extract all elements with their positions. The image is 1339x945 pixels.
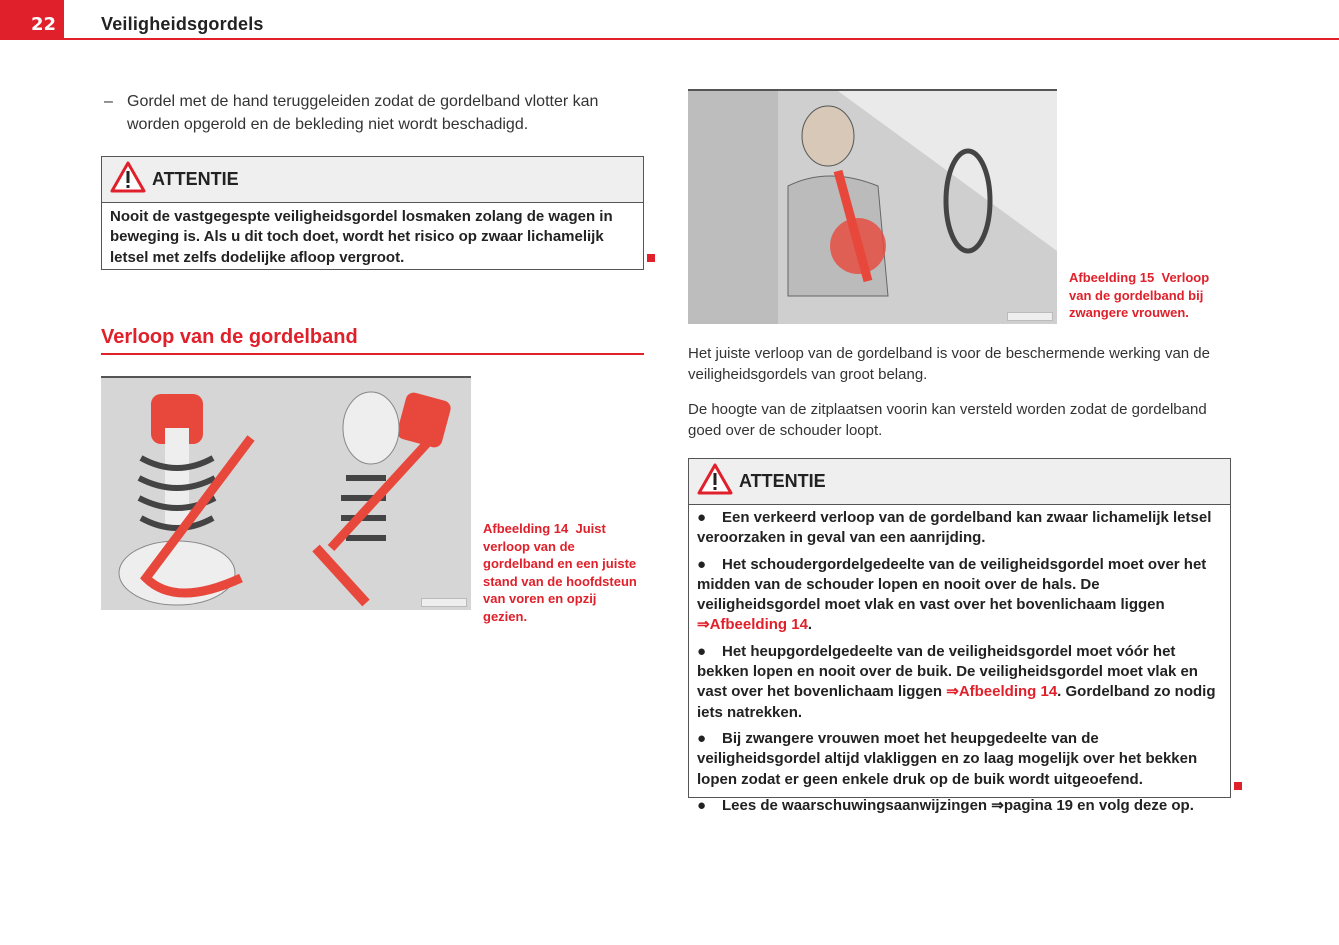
caption-text: Juist verloop van de gordelband en een juiste stand van de hoofdsteun van voren en opzij gezien.: [483, 521, 637, 624]
page-number: 22: [0, 0, 64, 40]
caption-label: Afbeelding 14: [483, 521, 569, 536]
warning-item: ● Een verkeerd verloop van de gordelband kan zwaar lichamelijk letsel veroorzaken in geval van een aanrijding.: [697, 509, 1212, 547]
caption-text: Verloop van de gordelband bij zwangere vrouwen.: [1069, 270, 1210, 320]
dash-bullet: –: [104, 93, 113, 110]
warning-text: Nooit de vastgegespte veiligheidsgordel losmaken zolang de wagen in beweging is. Als u dit toch doet, wordt het risico op zwaar lichamelijk letsel met zelfs dodelijke afloop vergroot.: [110, 208, 613, 266]
section-title: Verloop van de gordelband: [101, 326, 644, 355]
figure-14-caption: [483, 520, 643, 625]
paragraph: De hoogte van de zitplaatsen voorin kan versteld worden zodat de gordelband goed over de schouder loopt.: [688, 401, 1207, 439]
intro-text: Gordel met de hand teruggeleiden zodat de gordelband vlotter kan worden opgerold en de bekleding niet wordt beschadigd.: [127, 93, 599, 133]
warning-item: ● Het schoudergordelgedeelte van de veiligheidsgordel moet over het midden van de schouder lopen en nooit over de hals. De veiligheidsgordel moet vlak en vast over het bovenlichaam liggen ⇒Afbeelding 14.: [697, 555, 1207, 634]
warning-box: [688, 458, 1231, 814]
warning-box: [101, 156, 644, 270]
chapter-title: Veiligheidsgordels: [101, 14, 264, 34]
end-marker: [1234, 782, 1242, 790]
figure-link[interactable]: ⇒Afbeelding 14: [697, 616, 808, 634]
figure-link[interactable]: ⇒Afbeelding 14: [946, 683, 1058, 701]
warning-title: ATTENTIE: [739, 471, 826, 491]
caption-label: Afbeelding 15: [1069, 270, 1155, 285]
paragraph: Het juiste verloop van de gordelband is voor de beschermende werking van de veiligheidsgordels van groot belang.: [688, 345, 1210, 383]
warning-item: ● Bij zwangere vrouwen moet het heupgedeelte van de veiligheidsgordel altijd vlakliggen en zo laag mogelijk over het bekken lopen zodat er geen enkele druk op de buik wordt uitgeoefend.: [697, 729, 1198, 788]
warning-item: ● Lees de waarschuwingsaanwijzingen ⇒pagina 19 en volg deze op.: [697, 796, 1194, 814]
end-marker: [647, 254, 655, 262]
figure-code: [1007, 312, 1053, 321]
figure-15-caption: [1069, 269, 1229, 322]
header-rule: [64, 38, 1339, 40]
figure-code: [421, 598, 467, 607]
figure-15-image: [688, 89, 1057, 324]
warning-icon: [110, 161, 146, 198]
warning-item: ● Het heupgordelgedeelte van de veiligheidsgordel moet vóór het bekken lopen en nooit over de buik. De veiligheidsgordel moet vlak en vast over het bovenlichaam liggen ⇒Afbeelding 14. Gordelband zo nodig iets natrekken.: [697, 642, 1216, 721]
figure-14-image: [101, 376, 471, 610]
warning-icon: [697, 463, 733, 500]
warning-title: ATTENTIE: [152, 169, 239, 189]
